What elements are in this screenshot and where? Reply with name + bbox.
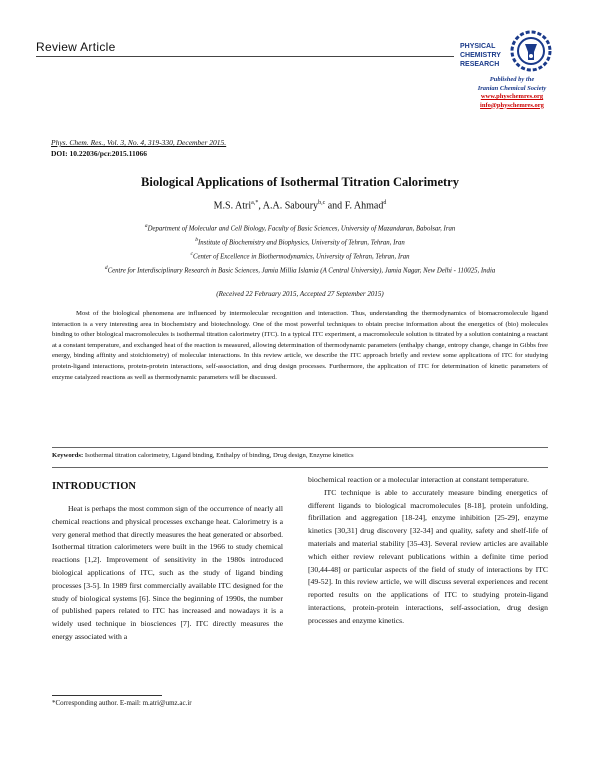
affiliation	[40, 221, 560, 235]
website-link[interactable]: www.physchemres.org	[480, 93, 544, 100]
affiliation-sup: d	[104, 264, 108, 271]
society-name: Iranian Chemical Society	[477, 84, 547, 92]
published-by: Published by the	[489, 76, 535, 83]
affiliation-text: Institute of Biochemistry and Biophysics, University of Tehran, Tehran, Iran	[198, 239, 405, 247]
citation-reference[interactable]: Phys. Chem. Res., Vol. 3, No. 4, 319-330, December 2015.	[51, 138, 227, 147]
keywords-rule-top	[52, 447, 548, 448]
author-sup: d	[383, 200, 387, 206]
citation-doi: DOI: 10.22036/pcr.2015.11066	[51, 149, 147, 158]
body-column-left	[52, 503, 283, 644]
keywords-text: Isothermal titration calorimetry, Ligand binding, Enthalpy of binding, Drug design, Enzyme kinetics	[84, 452, 354, 459]
citation	[51, 137, 226, 159]
journal-logo-icon	[510, 30, 552, 72]
received-dates: (Received 22 February 2015, Accepted 27 September 2015)	[216, 290, 384, 298]
body-paragraph: ITC technique is able to accurately measure binding energetics of different ligands to biological macromolecules [8-18], protein unfolding, fibrillation and aggregation [18-24], enzyme inhibition [25-29], enzyme kinetics [30,31] drug discovery [32-34] and quality, safety and shelf-life of materials and material stability [35-43]. Several review articles are available which either review relevant publications within a definite time period [30,44-48] or particular aspects of the field of study of interactions by ITC [49-52]. In this review article, we will discuss several experiences and recent reported results on the applications of ITC to studying protein-ligand interactions, protein-protein interactions, self-association, drug design processes and enzyme kinetics.	[308, 487, 548, 625]
author-sup: b,c	[318, 200, 326, 206]
affiliation-text: Department of Molecular and Cell Biology, Faculty of Basic Sciences, University of Mazandaran, Babolsar, Iran	[147, 225, 456, 233]
section-heading-introduction: INTRODUCTION	[52, 481, 137, 492]
journal-name-line-2: CHEMISTRY	[460, 52, 501, 59]
article-type: Review Article	[36, 40, 116, 54]
affiliation-sup: b	[195, 236, 199, 243]
keywords	[52, 452, 354, 459]
email-link[interactable]: info@physchemres.org	[480, 101, 544, 109]
affiliation-text: Centre for Interdisciplinary Research in Basic Sciences, Jamia Millia Islamia (A Central University), Jamia Nagar, New Delhi - 110025, India	[107, 266, 496, 274]
author-name: M.S. Atri	[213, 200, 252, 212]
affiliation	[40, 249, 560, 263]
body-paragraph: Heat is perhaps the most common sign of the occurrence of nearly all chemical reactions and physical processes exchange heat. Calorimetry is a very general method that directly measures the heat generated or absorbed. Isothermal titration calorimeters were built in the 1966 to study chemical reactions [1,2]. Improvement of sensitivity in the 1980s introduced biological applications of ITC, such as the study of ligand binding processes [3-5]. In 1989 first commercially available ITC designed for the study of biological systems [6]. Since the beginning of 1990s, the number of published papers related to ITC has increased and nowadays it is a widely used technique in biosciences [7]. ITC directly measures the energy associated with a	[52, 504, 283, 641]
affiliation-sup: c	[190, 250, 193, 257]
affiliation-sup: a	[144, 223, 148, 229]
body-paragraph-continued: biochemical reaction or a molecular interaction at constant temperature.	[308, 475, 529, 484]
body-column-right	[308, 474, 548, 628]
journal-name	[460, 42, 501, 69]
affiliation-text: Center of Excellence in Biothermodynamics, University of Tehran, Tehran, Iran	[192, 252, 410, 260]
journal-name-line-1: PHYSICAL	[460, 43, 496, 50]
author-sup: a,*	[251, 200, 259, 206]
author-name: A.A. Saboury	[262, 200, 319, 212]
affiliations	[40, 221, 560, 276]
corresponding-author-footnote: *Corresponding author. E-mail: m.atri@umz.ac.ir	[52, 699, 192, 707]
affiliation	[40, 263, 560, 277]
publisher-info	[462, 76, 562, 110]
paper-title: Biological Applications of Isothermal Titration Calorimetry	[141, 175, 459, 189]
abstract: Most of the biological phenomena are influenced by intermolecular recognition and interaction. Thus, understanding the thermodynamics of biomacromolecule ligand interaction is a very interesting area in biochemistry and biotechnology. One of the most powerful techniques to obtain precise information about the energetics of (bio) molecules binding to other biological macromolecules is isothermal titration calorimetry (ITC). In a typical ITC experiment, a macromolecule solution is titrated by a solution containing a reactant at a constant temperature, and exchanged heat of the reaction is measured, allowing determination of thermodynamic parameters (enthalpy change, entropy change, change in Gibbs free energy, binding affinity and stoichiometry) of molecular interactions. In this review article, we describe the ITC approach briefly and review some applications of ITC for studying protein-ligand interactions, protein-protein interactions, self-association, and drug design processes. Furthermore, the application of ITC for determination of kinetic parameters of enzyme catalyzed reactions as well as thermodynamic parameters will be discussed.	[52, 310, 548, 381]
author-list: M.S. Atri$^{a,*}$, A.A. Saboury$^{b,c}$ and F. Ahmad$^d$	[213, 200, 387, 212]
header-rule	[36, 56, 454, 57]
footnote-rule	[52, 695, 162, 696]
journal-name-line-3: RESEARCH	[460, 61, 500, 68]
affiliation	[40, 235, 560, 249]
author-name: F. Ahmad	[344, 200, 384, 212]
keywords-label: Keywords:	[52, 452, 84, 459]
keywords-rule-bottom	[52, 467, 548, 468]
